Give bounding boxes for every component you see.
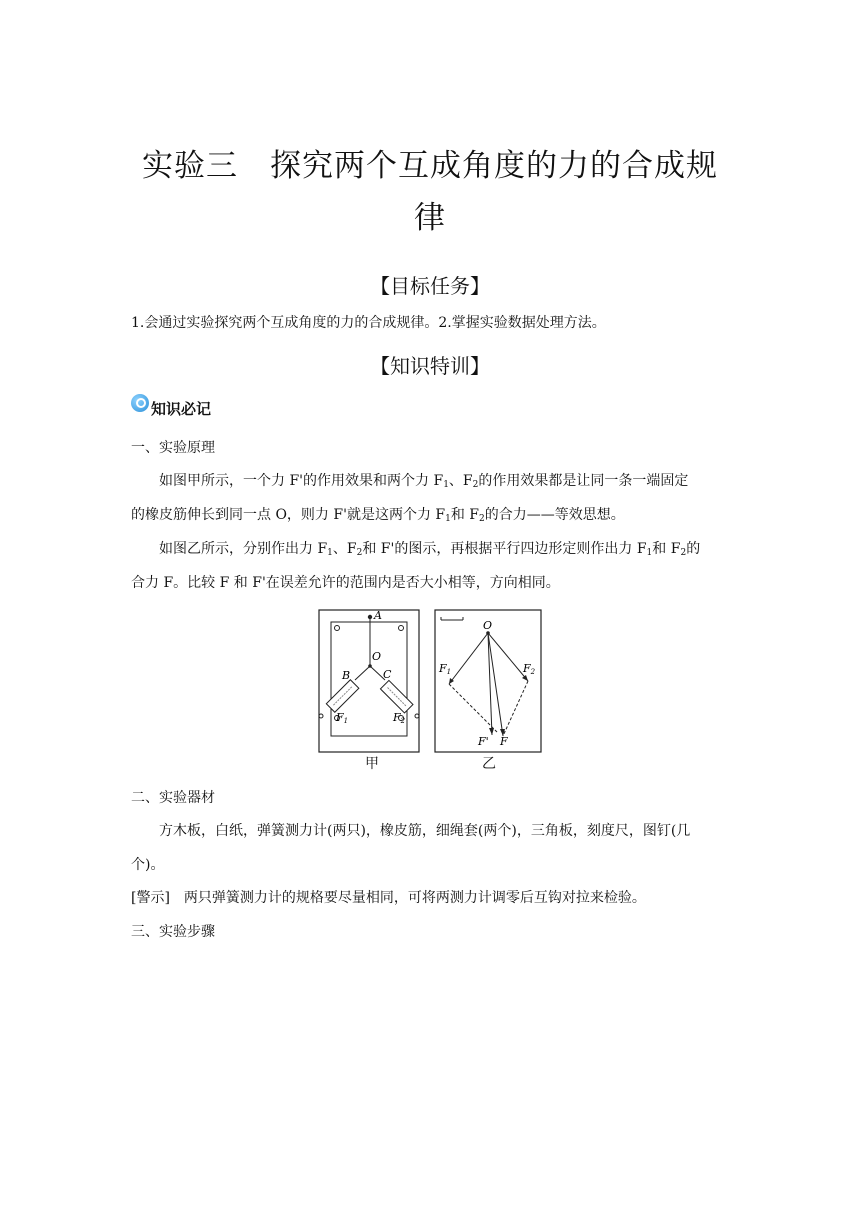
page-title-line2: 律 xyxy=(414,200,446,236)
principle-paragraph-1-line1: 如图甲所示，一个力 F'的作用效果和两个力 $F_1$、$F_2$的作用效果都是让同一条一端固定 xyxy=(159,473,689,490)
figure-label-jia: 甲 xyxy=(365,756,379,772)
label-F: F xyxy=(500,735,508,748)
figure-label-yi: 乙 xyxy=(482,756,496,772)
knowledge-must-heading: 知识必记 xyxy=(151,400,212,418)
label-Fprime: F' xyxy=(478,735,489,748)
figure-jia xyxy=(319,609,419,752)
principle-heading: 一、实验原理 xyxy=(131,440,215,456)
label-A: A xyxy=(374,609,382,622)
label-C: C xyxy=(383,668,392,681)
label-F1-jia: F1 xyxy=(336,711,349,725)
label-F2-yi: F2 xyxy=(523,662,536,676)
principle-paragraph-2-line2: 合力 F。比较 F 和 F'在误差允许的范围内是否大小相等，方向相同。 xyxy=(131,575,560,591)
label-O-jia: O xyxy=(372,650,382,663)
equipment-text-line2: 个)。 xyxy=(131,857,165,873)
principle-paragraph-2-line1: 如图乙所示，分别作出力 $F_1$、$F_2$和 F'的图示，再根据平行四边形定则作出力 $F_1$和 $F_2$的 xyxy=(159,541,701,558)
page-title-line1: 实验三 探究两个互成角度的力的合成规 xyxy=(142,148,718,184)
target-text: 1.会通过实验探究两个互成角度的力的合成规律。2.掌握实验数据处理方法。 xyxy=(131,315,606,331)
knowledge-icon xyxy=(131,394,149,412)
label-F2-jia: F2 xyxy=(393,711,406,725)
steps-heading: 三、实验步骤 xyxy=(131,924,215,940)
principle-paragraph-1-line2: 的橡皮筋伸长到同一点 O，则力 F'就是这两个力 $F_1$和 $F_2$的合力——等效思想。 xyxy=(131,507,625,524)
label-B: B xyxy=(342,669,351,682)
experiment-figure xyxy=(317,608,543,754)
label-O-yi: O xyxy=(483,619,493,632)
warning-text: [警示] 两只弹簧测力计的规格要尽量相同，可将两测力计调零后互钩对拉来检验。 xyxy=(131,890,646,906)
section-knowledge-training: 【知识特训】 xyxy=(370,354,490,378)
section-target-task: 【目标任务】 xyxy=(370,274,490,298)
label-F1-yi: F1 xyxy=(439,662,452,676)
figure-yi xyxy=(435,610,541,752)
equipment-text-line1: 方木板，白纸，弹簧测力计(两只)，橡皮筋，细绳套(两个)，三角板，刻度尺，图钉(几 xyxy=(159,823,691,839)
equipment-heading: 二、实验器材 xyxy=(131,790,215,806)
